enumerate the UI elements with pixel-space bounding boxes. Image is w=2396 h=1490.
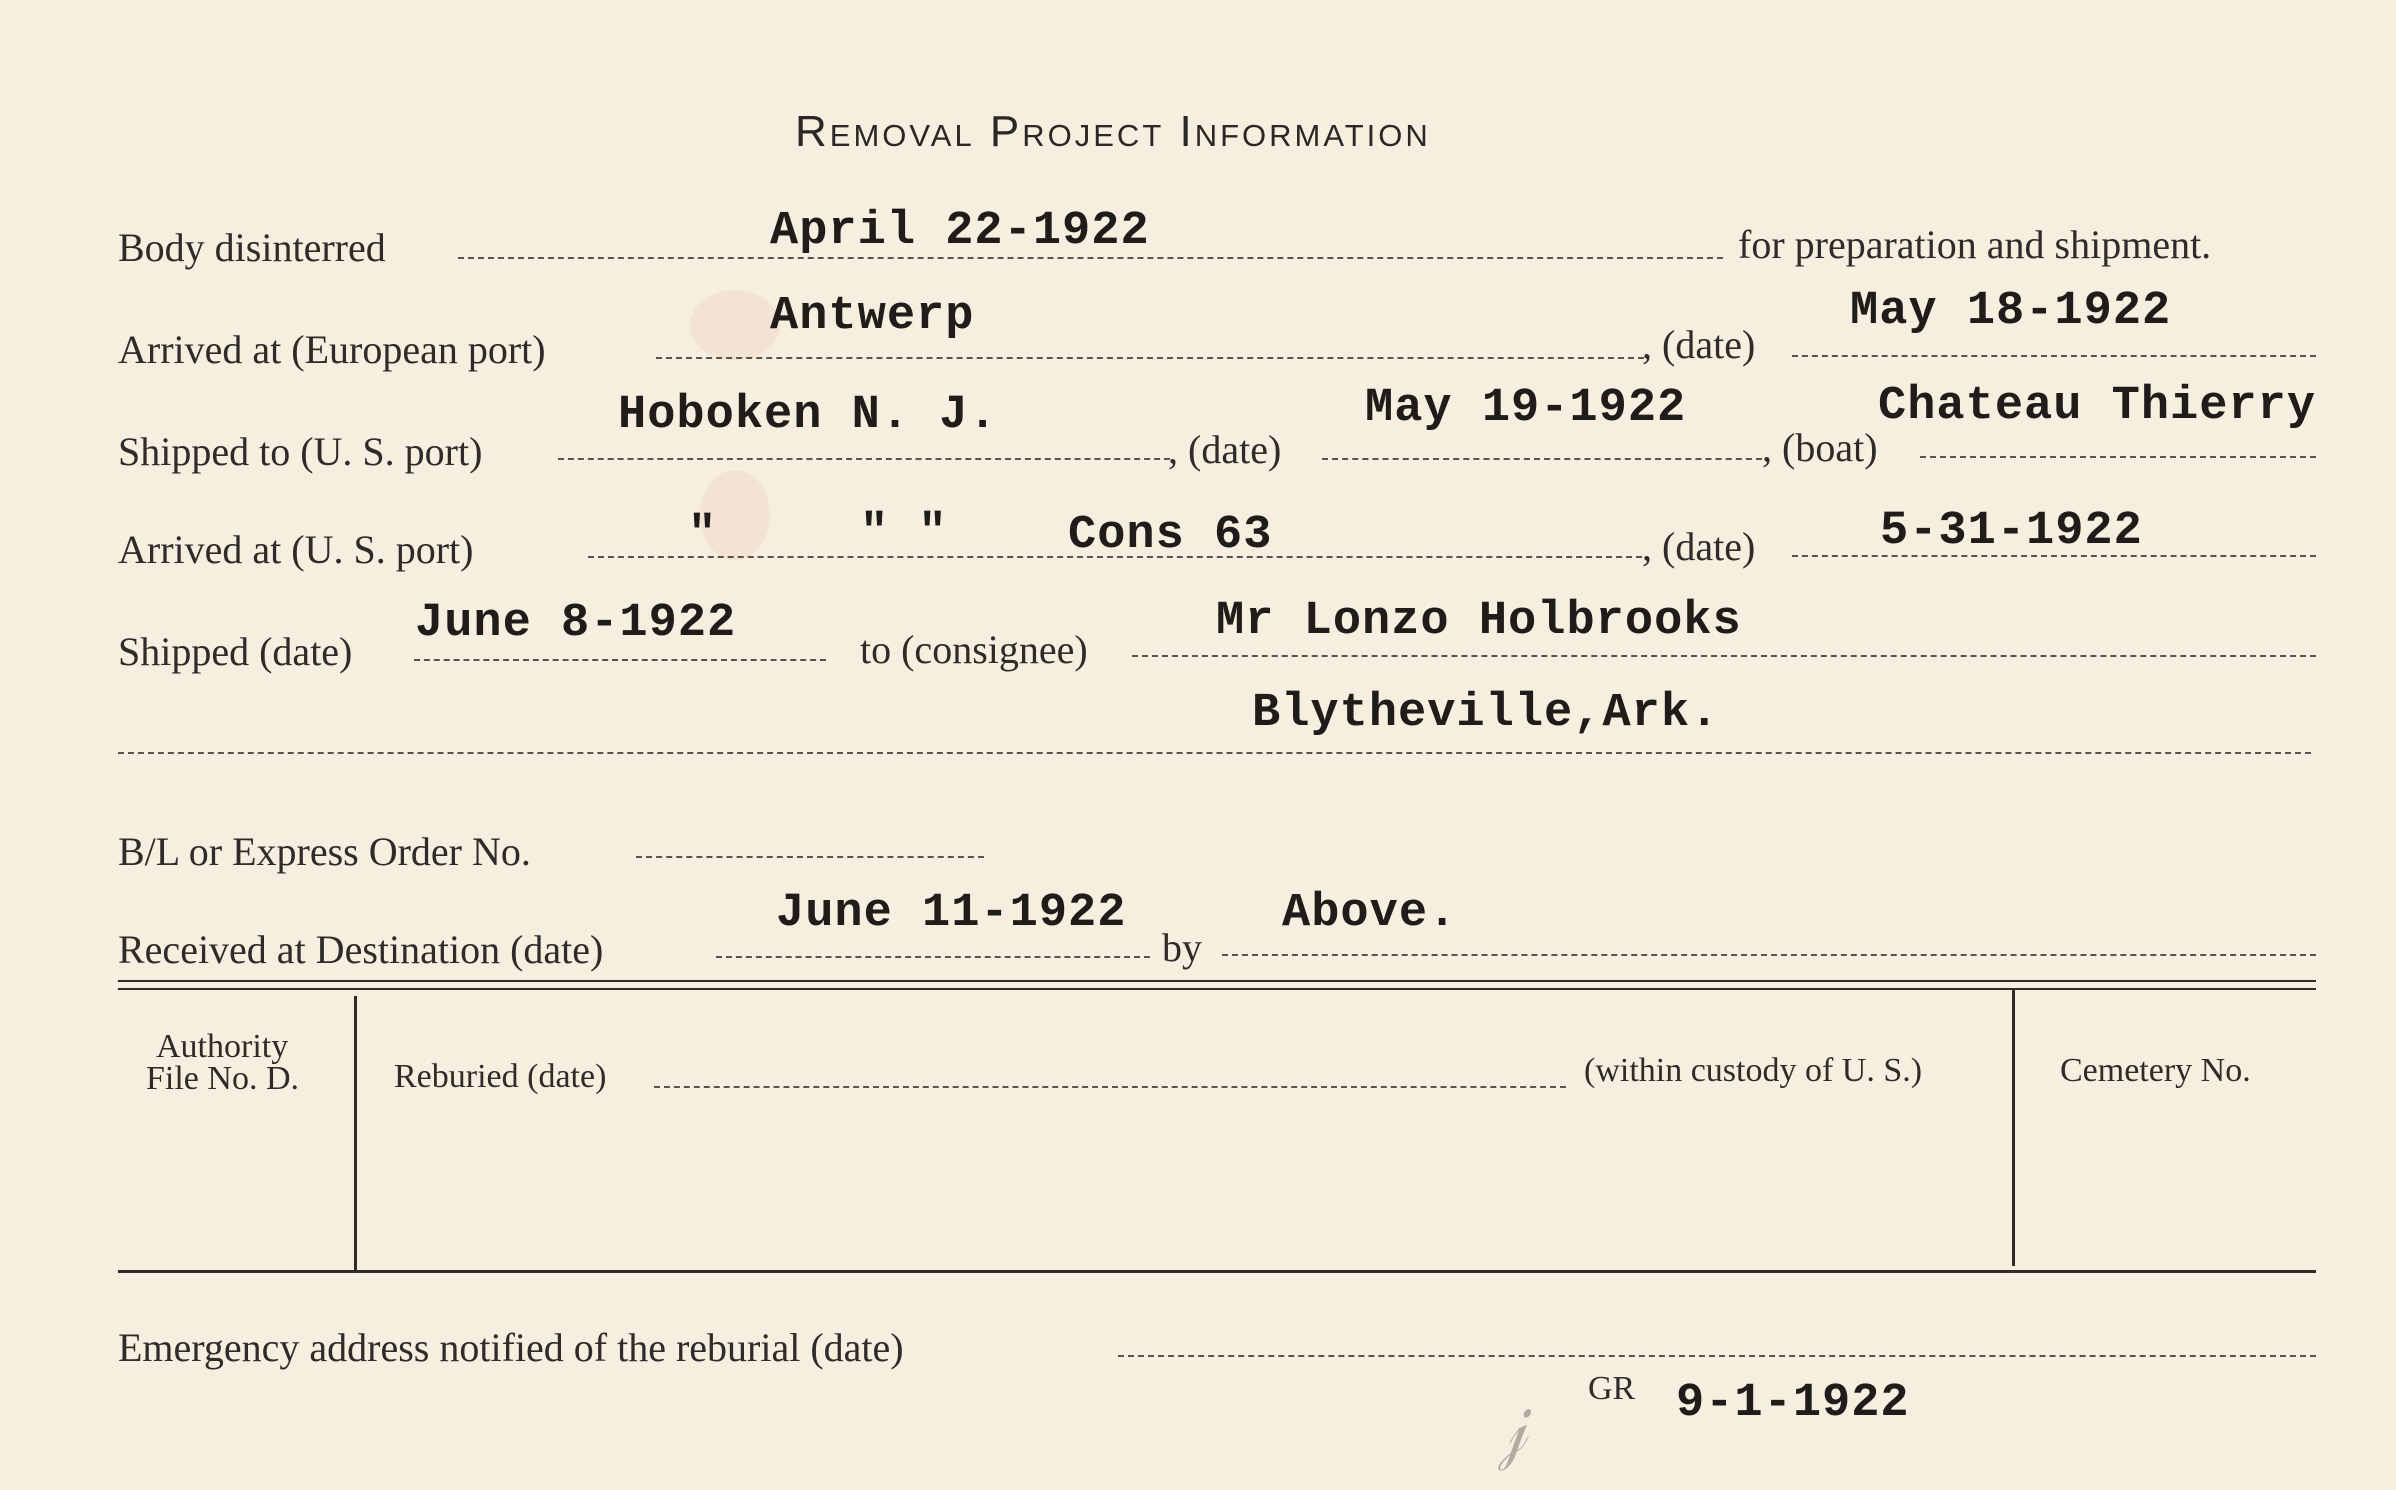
bl-line <box>636 856 984 858</box>
arrived-europe-date-label: , (date) <box>1642 322 1756 367</box>
shipped-date-label: Shipped (date) <box>118 629 353 674</box>
received-by: Above. <box>1282 887 1458 940</box>
shipped-us-date: May 19-1922 <box>1365 382 1687 435</box>
arrived-us-cons: Cons 63 <box>1068 509 1273 562</box>
shipped-us-port: Hoboken N. J. <box>618 389 998 442</box>
handwritten-initial: 𝒿 <box>1479 1391 1536 1473</box>
shipped-date-line <box>414 659 826 661</box>
arrived-europe-date: May 18-1922 <box>1850 285 2172 338</box>
received-date-line <box>716 956 1150 958</box>
disinterred-label: Body disinterred <box>118 225 386 270</box>
address-line <box>118 752 2311 754</box>
box-bottom-rule <box>118 1270 2316 1273</box>
disinterred-suffix: for preparation and shipment. <box>1738 222 2212 267</box>
card-title: Removal Project Information <box>795 107 1431 156</box>
received-label: Received at Destination (date) <box>118 927 604 972</box>
disinterred-date: April 22-1922 <box>770 205 1150 258</box>
shipped-us-date-line <box>1322 458 1762 460</box>
received-by-line <box>1222 954 2316 956</box>
shipped-date: June 8-1922 <box>415 597 737 650</box>
arrived-europe-port: Antwerp <box>770 290 975 343</box>
box-top-rule <box>118 980 2316 982</box>
reburied-line <box>654 1086 1566 1088</box>
arrived-us-ditto-1: " <box>688 509 718 562</box>
arrived-us-label: Arrived at (U. S. port) <box>118 527 474 572</box>
shipped-us-label: Shipped to (U. S. port) <box>118 429 483 474</box>
received-by-label: by <box>1162 925 1202 970</box>
custody-label: (within custody of U. S.) <box>1584 1052 1923 1089</box>
emergency-line <box>1118 1355 2316 1357</box>
reburied-label: Reburied (date) <box>394 1058 607 1095</box>
emergency-label: Emergency address notified of the reburial (date) <box>118 1325 904 1370</box>
box-top-rule-2 <box>118 988 2316 990</box>
arrived-europe-date-line <box>1792 355 2316 357</box>
received-date: June 11-1922 <box>776 887 1127 940</box>
shipped-us-port-line <box>558 458 1170 460</box>
arrived-europe-port-line <box>656 357 1644 359</box>
shipped-us-date-label: , (date) <box>1168 427 1282 472</box>
paper-stain <box>690 290 780 360</box>
consignee-label: to (consignee) <box>860 627 1088 672</box>
shipped-us-boat-line <box>1920 456 2316 458</box>
authority-label-line1: Authority <box>156 1028 289 1065</box>
footer-gr: GR <box>1588 1370 1636 1407</box>
authority-label-line2: File No. D. <box>146 1060 299 1097</box>
box-divider-right <box>2012 990 2015 1266</box>
arrived-europe-label: Arrived at (European port) <box>118 327 546 372</box>
shipped-us-boat-label: , (boat) <box>1762 425 1878 470</box>
consignee-line <box>1132 655 2316 657</box>
arrived-us-date-label: , (date) <box>1642 524 1756 569</box>
bl-label: B/L or Express Order No. <box>118 829 531 874</box>
cemetery-label: Cemetery No. <box>2060 1052 2251 1089</box>
arrived-us-ditto-2: " " <box>860 507 948 560</box>
shipped-us-boat: Chateau Thierry <box>1878 380 2317 433</box>
box-divider-left <box>354 996 357 1270</box>
footer-date: 9-1-1922 <box>1676 1377 1910 1430</box>
consignee-name: Mr Lonzo Holbrooks <box>1216 595 1742 648</box>
arrived-us-date: 5-31-1922 <box>1880 505 2143 558</box>
consignee-address: Blytheville,Ark. <box>1252 687 1720 740</box>
